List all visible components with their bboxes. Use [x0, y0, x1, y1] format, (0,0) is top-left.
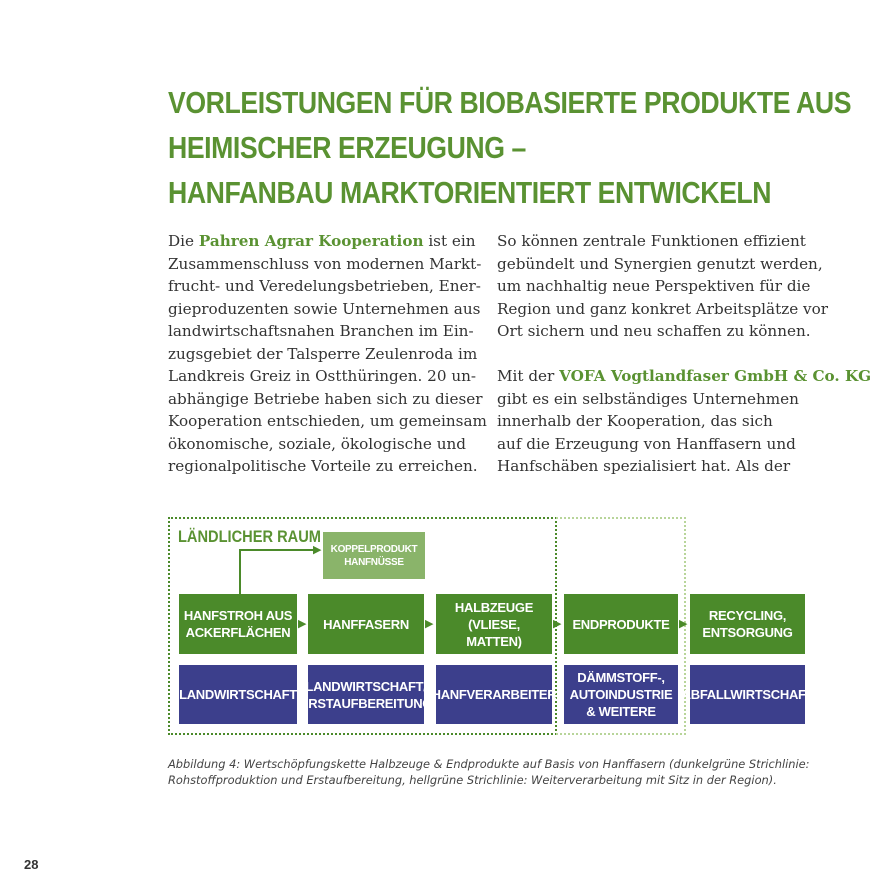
text-line: Zusammenschluss von modernen Markt-: [168, 254, 482, 273]
text-line: Landkreis Greiz in Ostthüringen. 20 un-: [168, 367, 477, 385]
arrow-right-icon: ▶: [298, 617, 307, 630]
page-title: [168, 80, 852, 215]
body-column-right: [497, 230, 872, 478]
box-text: LANDWIRTSCHAFT: [179, 687, 297, 702]
text-line: zugsgebiet der Talsperre Zeulenroda im: [168, 344, 478, 363]
box-text: ACKERFLÄCHEN: [185, 625, 291, 640]
region-label: LÄNDLICHER RAUM: [178, 527, 321, 546]
box-text: ABFALLWIRTSCHAFT: [681, 687, 814, 702]
text-line: landwirtschaftsnahen Branchen im Ein-: [168, 322, 474, 340]
text-line: Ort sichern und neu schaffen zu können.: [497, 322, 811, 340]
box-text: LANDWIRTSCHAFT/: [305, 678, 427, 694]
box-text: DÄMMSTOFF-,: [577, 670, 665, 685]
text-line: frucht- und Veredelungsbetrieben, Ener-: [168, 277, 481, 295]
title-line: VORLEISTUNGEN FÜR BIOBASIERTE PRODUKTE AUS: [168, 85, 852, 120]
figure-caption: [168, 757, 818, 788]
arrow-right-icon: ▶: [425, 617, 434, 630]
title-line: HEIMISCHER ERZEUGUNG –: [168, 130, 526, 165]
box-text: ENTSORGUNG: [702, 625, 793, 640]
text-line: auf die Erzeugung von Hanffasern und: [497, 434, 796, 453]
actor-landwirtschaft: [179, 665, 297, 724]
box-text: ENDPRODUKTE: [572, 616, 670, 632]
arrow-right-icon: ▶: [313, 543, 322, 556]
text-line: gebündelt und Synergien genutzt werden,: [497, 254, 823, 273]
highlight-pahren-agrar: Pahren Agrar Kooperation: [198, 232, 424, 250]
caption-line: Abbildung 4: Wertschöpfungskette Halbzeuge & Endprodukte auf Basis von Hanffasern (dunkelgrüne Strichlinie:: [168, 757, 810, 771]
step-endprodukte: [564, 594, 678, 654]
body-column-left: [168, 230, 487, 478]
box-text: HALBZEUGE: [454, 599, 534, 615]
text-line: innerhalb der Kooperation, das sich: [497, 412, 773, 430]
box-text: HANFVERARBEITER: [431, 687, 557, 702]
text-line: [168, 230, 478, 253]
actor-abfallwirtschaft: [681, 665, 814, 724]
text-line: Kooperation entschieden, um gemeinsam: [168, 412, 487, 430]
step-hanfstroh: [179, 594, 297, 654]
title-line: HANFANBAU MARKTORIENTIERT ENTWICKELN: [168, 175, 772, 210]
connector-line: [239, 549, 241, 594]
text-run: Die: [168, 232, 199, 250]
box-text: KOPPELPRODUKT: [330, 543, 418, 555]
step-recycling: [690, 594, 805, 654]
paragraph-gap: [497, 343, 817, 366]
text-line: Region und ganz konkret Arbeitsplätze vor: [497, 299, 828, 318]
box-text: RECYCLING,: [708, 608, 787, 623]
text-line: [497, 365, 872, 388]
paragraph-funktionen: [497, 230, 828, 343]
text-line: So können zentrale Funktionen effizient: [497, 232, 806, 250]
actor-erstaufbereitung: [299, 665, 433, 724]
actor-hanfverarbeiter: [431, 665, 557, 724]
text-line: gibt es ein selbständiges Unternehmen: [497, 389, 799, 408]
text-line: Hanfschäben spezialisiert hat. Als der: [497, 457, 791, 475]
caption-line: Rohstoffproduktion und Erstaufbereitung, hellgrüne Strichlinie: Weiterverarbeitung mit Sitz in der Region).: [168, 772, 777, 787]
box-text: WEITERE: [598, 704, 656, 719]
box-text: HANFNÜSSE: [344, 556, 404, 568]
highlight-vofa: VOFA Vogtlandfaser GmbH & Co. KG: [559, 367, 872, 385]
page-number: 28: [24, 857, 39, 872]
arrow-right-icon: ▶: [679, 617, 688, 630]
box-text: HANFFASERN: [323, 616, 409, 632]
paragraph-kooperation: [168, 230, 487, 478]
box-text: (VLIESE, MATTEN): [466, 616, 522, 649]
box-text: AUTOINDUSTRIE &: [569, 687, 673, 719]
text-line: abhängige Betriebe haben sich zu dieser: [168, 389, 483, 408]
connector-line: [239, 549, 314, 551]
text-run: ist ein: [423, 232, 476, 250]
box-text: ERSTAUFBEREITUNG: [299, 695, 433, 711]
step-hanffasern: [308, 594, 424, 654]
paragraph-vofa: [497, 365, 872, 478]
arrow-right-icon: ▶: [553, 617, 562, 630]
actor-industrie: [564, 665, 678, 724]
text-line: regionalpolitische Vorteile zu erreichen.: [168, 457, 478, 475]
box-text: HANFSTROH AUS: [183, 608, 293, 623]
step-halbzeuge: [436, 594, 552, 654]
text-line: um nachhaltig neue Perspektiven für die: [497, 277, 811, 295]
text-run: Mit der: [497, 367, 560, 385]
byproduct-box: [323, 532, 425, 579]
text-line: gieproduzenten sowie Unternehmen aus: [168, 299, 481, 318]
text-line: ökonomische, soziale, ökologische und: [168, 434, 467, 453]
